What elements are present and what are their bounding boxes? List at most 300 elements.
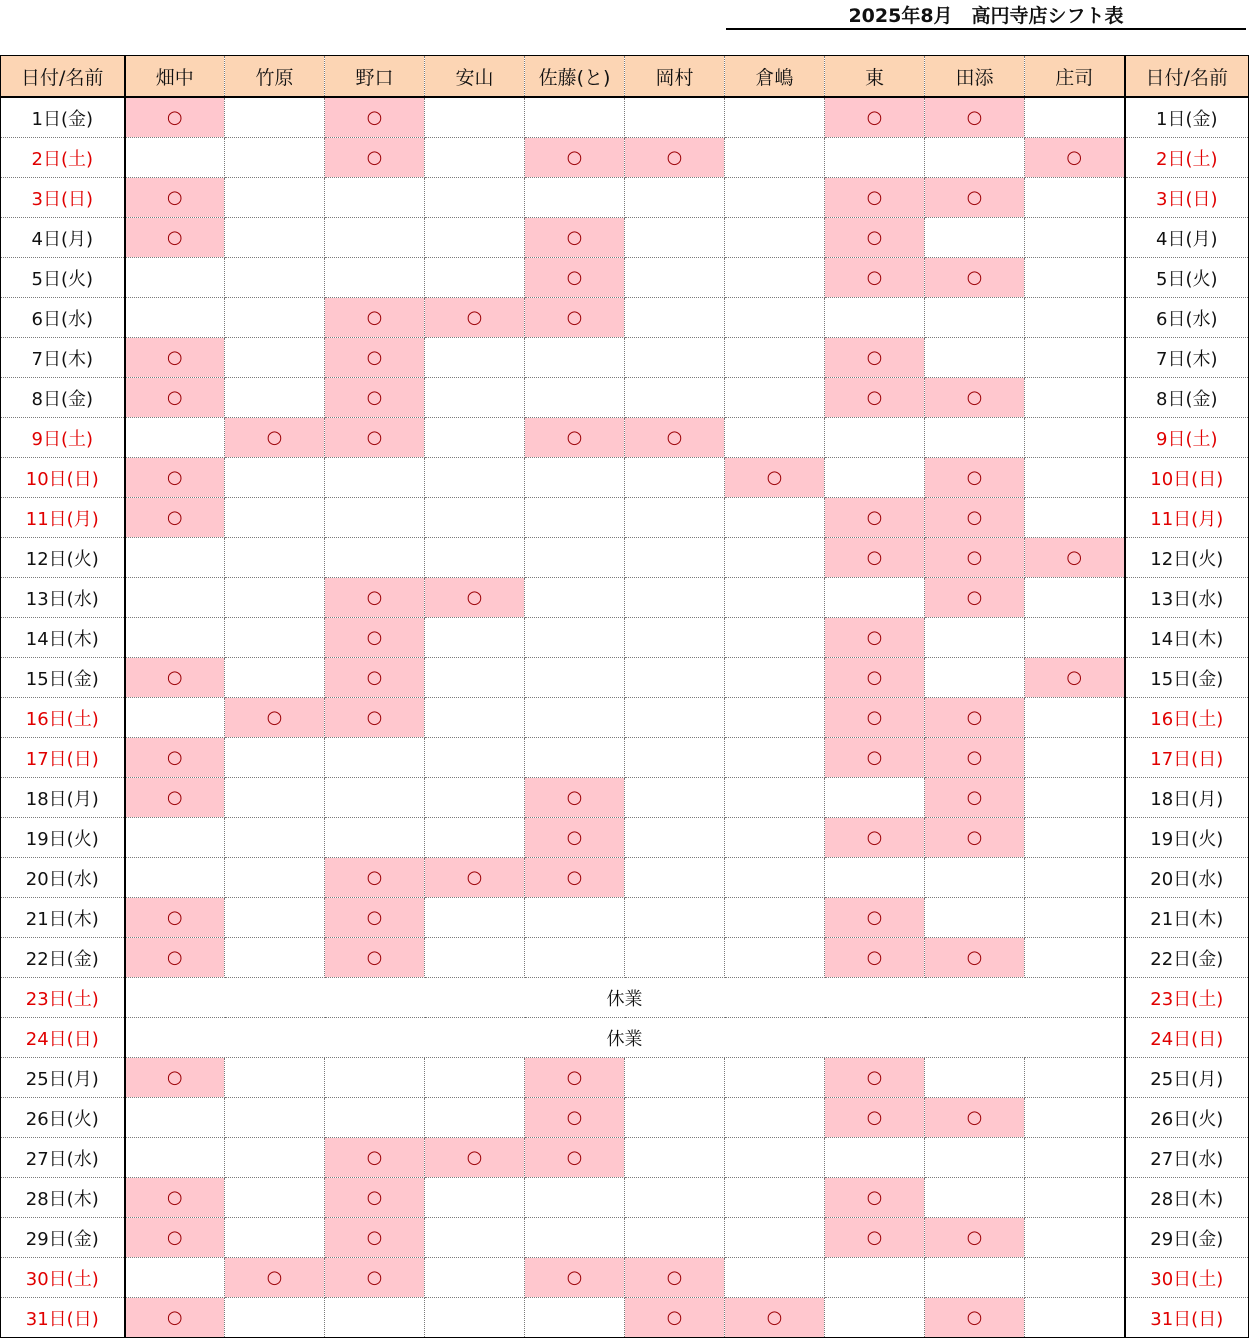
shift-cell[interactable] xyxy=(425,898,525,938)
header-staff-3[interactable]: 安山 xyxy=(425,56,525,98)
shift-cell[interactable] xyxy=(525,97,625,138)
shift-cell[interactable] xyxy=(725,1058,825,1098)
shift-cell[interactable]: ○ xyxy=(325,618,425,658)
shift-cell[interactable]: ○ xyxy=(925,818,1025,858)
shift-cell[interactable] xyxy=(625,378,725,418)
date-cell-right[interactable]: 8日(金) xyxy=(1125,378,1249,418)
shift-cell[interactable]: ○ xyxy=(925,538,1025,578)
shift-cell[interactable] xyxy=(425,418,525,458)
shift-cell[interactable] xyxy=(125,138,225,178)
date-cell-left[interactable]: 29日(金) xyxy=(1,1218,125,1258)
shift-cell[interactable]: ○ xyxy=(525,218,625,258)
shift-cell[interactable] xyxy=(925,658,1025,698)
shift-cell[interactable] xyxy=(425,258,525,298)
shift-cell[interactable] xyxy=(1025,258,1125,298)
shift-cell[interactable] xyxy=(225,458,325,498)
date-cell-left[interactable]: 7日(木) xyxy=(1,338,125,378)
shift-cell[interactable] xyxy=(625,1098,725,1138)
date-cell-right[interactable]: 27日(水) xyxy=(1125,1138,1249,1178)
shift-cell[interactable] xyxy=(625,498,725,538)
shift-cell[interactable] xyxy=(225,578,325,618)
shift-cell[interactable] xyxy=(725,938,825,978)
shift-cell[interactable] xyxy=(425,1058,525,1098)
shift-cell[interactable] xyxy=(225,538,325,578)
date-cell-left[interactable]: 22日(金) xyxy=(1,938,125,978)
shift-cell[interactable]: ○ xyxy=(525,258,625,298)
shift-cell[interactable]: ○ xyxy=(225,698,325,738)
shift-cell[interactable] xyxy=(425,1298,525,1338)
date-cell-left[interactable]: 27日(水) xyxy=(1,1138,125,1178)
shift-cell[interactable]: ○ xyxy=(125,1058,225,1098)
shift-cell[interactable] xyxy=(125,1098,225,1138)
date-cell-right[interactable]: 4日(月) xyxy=(1125,218,1249,258)
shift-cell[interactable] xyxy=(225,138,325,178)
shift-cell[interactable] xyxy=(525,1178,625,1218)
shift-cell[interactable]: ○ xyxy=(325,378,425,418)
shift-cell[interactable] xyxy=(225,298,325,338)
shift-cell[interactable] xyxy=(125,1258,225,1298)
shift-cell[interactable] xyxy=(125,258,225,298)
shift-cell[interactable]: ○ xyxy=(925,178,1025,218)
shift-cell[interactable] xyxy=(625,178,725,218)
shift-cell[interactable]: ○ xyxy=(825,738,925,778)
shift-cell[interactable]: ○ xyxy=(125,1298,225,1338)
shift-cell[interactable] xyxy=(925,218,1025,258)
shift-cell[interactable] xyxy=(125,618,225,658)
shift-cell[interactable] xyxy=(625,778,725,818)
shift-cell[interactable] xyxy=(525,458,625,498)
shift-cell[interactable] xyxy=(325,818,425,858)
shift-cell[interactable] xyxy=(325,1058,425,1098)
shift-cell[interactable] xyxy=(225,258,325,298)
shift-cell[interactable] xyxy=(125,538,225,578)
shift-cell[interactable]: ○ xyxy=(125,1178,225,1218)
shift-cell[interactable] xyxy=(425,498,525,538)
shift-cell[interactable] xyxy=(725,378,825,418)
shift-cell[interactable] xyxy=(225,338,325,378)
shift-cell[interactable] xyxy=(125,578,225,618)
shift-cell[interactable]: ○ xyxy=(825,1178,925,1218)
shift-cell[interactable] xyxy=(725,658,825,698)
shift-cell[interactable] xyxy=(225,778,325,818)
shift-cell[interactable] xyxy=(1025,898,1125,938)
shift-cell[interactable]: ○ xyxy=(925,1218,1025,1258)
shift-cell[interactable]: ○ xyxy=(325,658,425,698)
shift-cell[interactable] xyxy=(425,658,525,698)
date-cell-right[interactable]: 6日(水) xyxy=(1125,298,1249,338)
shift-cell[interactable] xyxy=(725,97,825,138)
header-staff-8[interactable]: 田添 xyxy=(925,56,1025,98)
shift-cell[interactable] xyxy=(1025,778,1125,818)
shift-cell[interactable] xyxy=(1025,1178,1125,1218)
date-cell-left[interactable]: 23日(土) xyxy=(1,978,125,1018)
shift-cell[interactable] xyxy=(725,258,825,298)
shift-cell[interactable] xyxy=(125,418,225,458)
shift-cell[interactable]: ○ xyxy=(825,1218,925,1258)
shift-cell[interactable] xyxy=(925,138,1025,178)
shift-cell[interactable] xyxy=(1025,378,1125,418)
shift-cell[interactable] xyxy=(725,138,825,178)
shift-cell[interactable] xyxy=(1025,858,1125,898)
shift-cell[interactable]: ○ xyxy=(525,298,625,338)
shift-cell[interactable] xyxy=(325,178,425,218)
date-cell-left[interactable]: 25日(月) xyxy=(1,1058,125,1098)
shift-cell[interactable]: ○ xyxy=(425,858,525,898)
shift-cell[interactable]: ○ xyxy=(725,1298,825,1338)
date-cell-left[interactable]: 16日(土) xyxy=(1,698,125,738)
shift-cell[interactable]: ○ xyxy=(1025,138,1125,178)
shift-cell[interactable] xyxy=(525,1298,625,1338)
date-cell-right[interactable]: 20日(水) xyxy=(1125,858,1249,898)
date-cell-left[interactable]: 26日(火) xyxy=(1,1098,125,1138)
date-cell-right[interactable]: 18日(月) xyxy=(1125,778,1249,818)
shift-cell[interactable] xyxy=(325,538,425,578)
date-cell-right[interactable]: 24日(日) xyxy=(1125,1018,1249,1058)
shift-cell[interactable] xyxy=(225,378,325,418)
shift-cell[interactable] xyxy=(1025,178,1125,218)
date-cell-right[interactable]: 11日(月) xyxy=(1125,498,1249,538)
date-cell-left[interactable]: 20日(水) xyxy=(1,858,125,898)
shift-cell[interactable]: ○ xyxy=(225,1258,325,1298)
shift-cell[interactable]: ○ xyxy=(825,178,925,218)
shift-cell[interactable]: ○ xyxy=(325,418,425,458)
date-cell-right[interactable]: 9日(土) xyxy=(1125,418,1249,458)
shift-cell[interactable] xyxy=(525,1218,625,1258)
shift-cell[interactable] xyxy=(825,1138,925,1178)
shift-cell[interactable] xyxy=(525,618,625,658)
shift-cell[interactable] xyxy=(625,938,725,978)
shift-cell[interactable]: ○ xyxy=(825,258,925,298)
shift-cell[interactable] xyxy=(525,938,625,978)
date-cell-left[interactable]: 17日(日) xyxy=(1,738,125,778)
shift-cell[interactable]: ○ xyxy=(325,578,425,618)
shift-cell[interactable] xyxy=(1025,338,1125,378)
date-cell-left[interactable]: 15日(金) xyxy=(1,658,125,698)
shift-cell[interactable]: ○ xyxy=(325,698,425,738)
shift-cell[interactable] xyxy=(625,698,725,738)
date-cell-right[interactable]: 5日(火) xyxy=(1125,258,1249,298)
shift-cell[interactable] xyxy=(125,1138,225,1178)
shift-cell[interactable] xyxy=(625,658,725,698)
shift-cell[interactable] xyxy=(425,538,525,578)
shift-cell[interactable]: ○ xyxy=(425,578,525,618)
header-date-left[interactable]: 日付/名前 xyxy=(1,56,125,98)
shift-cell[interactable]: ○ xyxy=(325,938,425,978)
shift-cell[interactable]: ○ xyxy=(125,378,225,418)
shift-cell[interactable] xyxy=(925,858,1025,898)
shift-cell[interactable]: ○ xyxy=(925,938,1025,978)
shift-cell[interactable] xyxy=(625,298,725,338)
shift-cell[interactable] xyxy=(925,298,1025,338)
shift-cell[interactable]: ○ xyxy=(625,1298,725,1338)
shift-cell[interactable] xyxy=(225,1058,325,1098)
shift-cell[interactable] xyxy=(1025,458,1125,498)
date-cell-left[interactable]: 12日(火) xyxy=(1,538,125,578)
shift-cell[interactable]: ○ xyxy=(125,1218,225,1258)
shift-cell[interactable]: ○ xyxy=(425,1138,525,1178)
shift-cell[interactable]: ○ xyxy=(125,178,225,218)
shift-cell[interactable] xyxy=(825,578,925,618)
shift-cell[interactable]: ○ xyxy=(525,858,625,898)
shift-cell[interactable] xyxy=(725,618,825,658)
date-cell-left[interactable]: 28日(木) xyxy=(1,1178,125,1218)
shift-cell[interactable]: ○ xyxy=(1025,538,1125,578)
shift-cell[interactable]: ○ xyxy=(925,97,1025,138)
shift-cell[interactable] xyxy=(325,258,425,298)
shift-cell[interactable]: ○ xyxy=(625,138,725,178)
shift-cell[interactable] xyxy=(725,498,825,538)
date-cell-left[interactable]: 18日(月) xyxy=(1,778,125,818)
shift-cell[interactable]: ○ xyxy=(325,338,425,378)
shift-cell[interactable]: ○ xyxy=(325,298,425,338)
shift-cell[interactable] xyxy=(925,1258,1025,1298)
header-date-right[interactable]: 日付/名前 xyxy=(1125,56,1249,98)
shift-cell[interactable] xyxy=(725,1258,825,1298)
shift-cell[interactable] xyxy=(725,178,825,218)
shift-cell[interactable]: ○ xyxy=(825,818,925,858)
date-cell-right[interactable]: 28日(木) xyxy=(1125,1178,1249,1218)
shift-cell[interactable] xyxy=(525,498,625,538)
shift-cell[interactable] xyxy=(125,298,225,338)
date-cell-left[interactable]: 19日(火) xyxy=(1,818,125,858)
shift-cell[interactable] xyxy=(625,538,725,578)
closed-cell[interactable]: 休業 xyxy=(125,978,1125,1018)
shift-cell[interactable]: ○ xyxy=(125,658,225,698)
shift-cell[interactable] xyxy=(125,858,225,898)
header-staff-2[interactable]: 野口 xyxy=(325,56,425,98)
shift-cell[interactable] xyxy=(725,778,825,818)
shift-cell[interactable] xyxy=(1025,498,1125,538)
shift-cell[interactable] xyxy=(725,218,825,258)
date-cell-left[interactable]: 3日(日) xyxy=(1,178,125,218)
header-staff-4[interactable]: 佐藤(と) xyxy=(525,56,625,98)
shift-cell[interactable] xyxy=(725,1218,825,1258)
shift-cell[interactable]: ○ xyxy=(1025,658,1125,698)
shift-cell[interactable] xyxy=(525,738,625,778)
date-cell-left[interactable]: 31日(日) xyxy=(1,1298,125,1338)
shift-cell[interactable] xyxy=(625,578,725,618)
date-cell-right[interactable]: 21日(木) xyxy=(1125,898,1249,938)
shift-cell[interactable] xyxy=(525,338,625,378)
shift-cell[interactable] xyxy=(825,1258,925,1298)
shift-cell[interactable]: ○ xyxy=(125,898,225,938)
shift-cell[interactable]: ○ xyxy=(325,1178,425,1218)
shift-cell[interactable] xyxy=(425,778,525,818)
shift-cell[interactable]: ○ xyxy=(525,1098,625,1138)
date-cell-left[interactable]: 9日(土) xyxy=(1,418,125,458)
shift-cell[interactable]: ○ xyxy=(625,418,725,458)
closed-cell[interactable]: 休業 xyxy=(125,1018,1125,1058)
shift-cell[interactable] xyxy=(225,218,325,258)
date-cell-left[interactable]: 21日(木) xyxy=(1,898,125,938)
shift-cell[interactable]: ○ xyxy=(325,1258,425,1298)
shift-cell[interactable] xyxy=(325,458,425,498)
shift-cell[interactable] xyxy=(1025,698,1125,738)
shift-cell[interactable]: ○ xyxy=(325,898,425,938)
shift-cell[interactable]: ○ xyxy=(525,818,625,858)
shift-cell[interactable]: ○ xyxy=(325,858,425,898)
shift-cell[interactable] xyxy=(1025,1218,1125,1258)
shift-cell[interactable]: ○ xyxy=(825,538,925,578)
shift-cell[interactable] xyxy=(825,778,925,818)
shift-cell[interactable] xyxy=(925,1138,1025,1178)
shift-cell[interactable]: ○ xyxy=(925,378,1025,418)
shift-cell[interactable] xyxy=(625,1178,725,1218)
header-staff-9[interactable]: 庄司 xyxy=(1025,56,1125,98)
shift-cell[interactable] xyxy=(625,258,725,298)
shift-cell[interactable] xyxy=(1025,938,1125,978)
shift-cell[interactable] xyxy=(925,338,1025,378)
shift-cell[interactable] xyxy=(625,1058,725,1098)
shift-cell[interactable]: ○ xyxy=(925,1298,1025,1338)
shift-cell[interactable] xyxy=(725,738,825,778)
header-staff-1[interactable]: 竹原 xyxy=(225,56,325,98)
date-cell-right[interactable]: 1日(金) xyxy=(1125,97,1249,138)
shift-cell[interactable]: ○ xyxy=(525,1138,625,1178)
shift-cell[interactable]: ○ xyxy=(325,1138,425,1178)
shift-cell[interactable] xyxy=(925,1058,1025,1098)
shift-cell[interactable] xyxy=(1025,738,1125,778)
shift-cell[interactable]: ○ xyxy=(325,97,425,138)
shift-cell[interactable]: ○ xyxy=(125,938,225,978)
shift-cell[interactable] xyxy=(225,178,325,218)
shift-cell[interactable]: ○ xyxy=(425,298,525,338)
shift-cell[interactable] xyxy=(425,818,525,858)
date-cell-left[interactable]: 8日(金) xyxy=(1,378,125,418)
shift-cell[interactable] xyxy=(825,138,925,178)
shift-cell[interactable] xyxy=(1025,97,1125,138)
shift-cell[interactable]: ○ xyxy=(825,378,925,418)
shift-cell[interactable] xyxy=(1025,1058,1125,1098)
shift-cell[interactable] xyxy=(525,538,625,578)
shift-cell[interactable] xyxy=(225,618,325,658)
shift-cell[interactable] xyxy=(725,858,825,898)
shift-cell[interactable]: ○ xyxy=(825,698,925,738)
shift-cell[interactable] xyxy=(525,698,625,738)
shift-cell[interactable]: ○ xyxy=(925,698,1025,738)
shift-cell[interactable]: ○ xyxy=(825,218,925,258)
shift-cell[interactable]: ○ xyxy=(325,138,425,178)
shift-cell[interactable]: ○ xyxy=(925,738,1025,778)
shift-cell[interactable] xyxy=(525,658,625,698)
shift-cell[interactable] xyxy=(1025,578,1125,618)
shift-cell[interactable] xyxy=(1025,618,1125,658)
shift-cell[interactable] xyxy=(725,898,825,938)
shift-cell[interactable] xyxy=(325,498,425,538)
shift-cell[interactable]: ○ xyxy=(625,1258,725,1298)
shift-cell[interactable]: ○ xyxy=(125,738,225,778)
shift-cell[interactable]: ○ xyxy=(125,218,225,258)
shift-cell[interactable] xyxy=(925,418,1025,458)
shift-cell[interactable] xyxy=(625,1218,725,1258)
shift-cell[interactable] xyxy=(725,538,825,578)
shift-cell[interactable]: ○ xyxy=(125,97,225,138)
shift-cell[interactable] xyxy=(425,458,525,498)
shift-cell[interactable] xyxy=(925,618,1025,658)
date-cell-left[interactable]: 2日(土) xyxy=(1,138,125,178)
shift-cell[interactable]: ○ xyxy=(825,498,925,538)
shift-cell[interactable] xyxy=(425,338,525,378)
shift-cell[interactable]: ○ xyxy=(125,458,225,498)
shift-cell[interactable] xyxy=(425,378,525,418)
date-cell-left[interactable]: 11日(月) xyxy=(1,498,125,538)
shift-cell[interactable] xyxy=(825,418,925,458)
shift-cell[interactable] xyxy=(625,1138,725,1178)
shift-cell[interactable]: ○ xyxy=(925,778,1025,818)
date-cell-left[interactable]: 24日(日) xyxy=(1,1018,125,1058)
shift-cell[interactable] xyxy=(625,97,725,138)
shift-cell[interactable]: ○ xyxy=(225,418,325,458)
header-staff-6[interactable]: 倉嶋 xyxy=(725,56,825,98)
date-cell-left[interactable]: 4日(月) xyxy=(1,218,125,258)
shift-cell[interactable]: ○ xyxy=(525,138,625,178)
shift-cell[interactable] xyxy=(625,618,725,658)
shift-cell[interactable] xyxy=(425,178,525,218)
shift-cell[interactable]: ○ xyxy=(525,1058,625,1098)
shift-cell[interactable]: ○ xyxy=(825,658,925,698)
shift-cell[interactable]: ○ xyxy=(925,578,1025,618)
shift-cell[interactable] xyxy=(625,898,725,938)
date-cell-right[interactable]: 13日(水) xyxy=(1125,578,1249,618)
shift-cell[interactable] xyxy=(825,1298,925,1338)
shift-cell[interactable] xyxy=(725,1178,825,1218)
shift-cell[interactable] xyxy=(1025,1138,1125,1178)
shift-cell[interactable]: ○ xyxy=(925,258,1025,298)
shift-cell[interactable] xyxy=(225,818,325,858)
shift-cell[interactable] xyxy=(925,1178,1025,1218)
date-cell-right[interactable]: 19日(火) xyxy=(1125,818,1249,858)
shift-cell[interactable] xyxy=(1025,1098,1125,1138)
shift-cell[interactable] xyxy=(725,818,825,858)
shift-cell[interactable]: ○ xyxy=(925,458,1025,498)
date-cell-right[interactable]: 3日(日) xyxy=(1125,178,1249,218)
date-cell-left[interactable]: 1日(金) xyxy=(1,97,125,138)
shift-cell[interactable] xyxy=(525,898,625,938)
date-cell-right[interactable]: 25日(月) xyxy=(1125,1058,1249,1098)
shift-cell[interactable] xyxy=(425,618,525,658)
shift-cell[interactable]: ○ xyxy=(825,1098,925,1138)
shift-cell[interactable] xyxy=(625,458,725,498)
shift-cell[interactable] xyxy=(325,1298,425,1338)
shift-cell[interactable] xyxy=(425,218,525,258)
shift-cell[interactable] xyxy=(1025,298,1125,338)
shift-cell[interactable] xyxy=(625,738,725,778)
shift-cell[interactable] xyxy=(925,898,1025,938)
shift-cell[interactable] xyxy=(725,298,825,338)
shift-cell[interactable]: ○ xyxy=(825,338,925,378)
shift-cell[interactable] xyxy=(625,338,725,378)
date-cell-right[interactable]: 16日(土) xyxy=(1125,698,1249,738)
date-cell-right[interactable]: 30日(土) xyxy=(1125,1258,1249,1298)
shift-cell[interactable] xyxy=(425,938,525,978)
shift-cell[interactable]: ○ xyxy=(825,618,925,658)
date-cell-right[interactable]: 22日(金) xyxy=(1125,938,1249,978)
shift-cell[interactable] xyxy=(425,138,525,178)
shift-cell[interactable] xyxy=(325,1098,425,1138)
date-cell-left[interactable]: 10日(日) xyxy=(1,458,125,498)
date-cell-right[interactable]: 15日(金) xyxy=(1125,658,1249,698)
date-cell-right[interactable]: 12日(火) xyxy=(1125,538,1249,578)
date-cell-left[interactable]: 14日(木) xyxy=(1,618,125,658)
shift-cell[interactable] xyxy=(225,1178,325,1218)
shift-cell[interactable]: ○ xyxy=(925,498,1025,538)
shift-cell[interactable] xyxy=(225,1098,325,1138)
date-cell-right[interactable]: 17日(日) xyxy=(1125,738,1249,778)
shift-cell[interactable] xyxy=(425,1178,525,1218)
shift-cell[interactable]: ○ xyxy=(725,458,825,498)
shift-cell[interactable] xyxy=(425,1258,525,1298)
shift-cell[interactable] xyxy=(425,738,525,778)
